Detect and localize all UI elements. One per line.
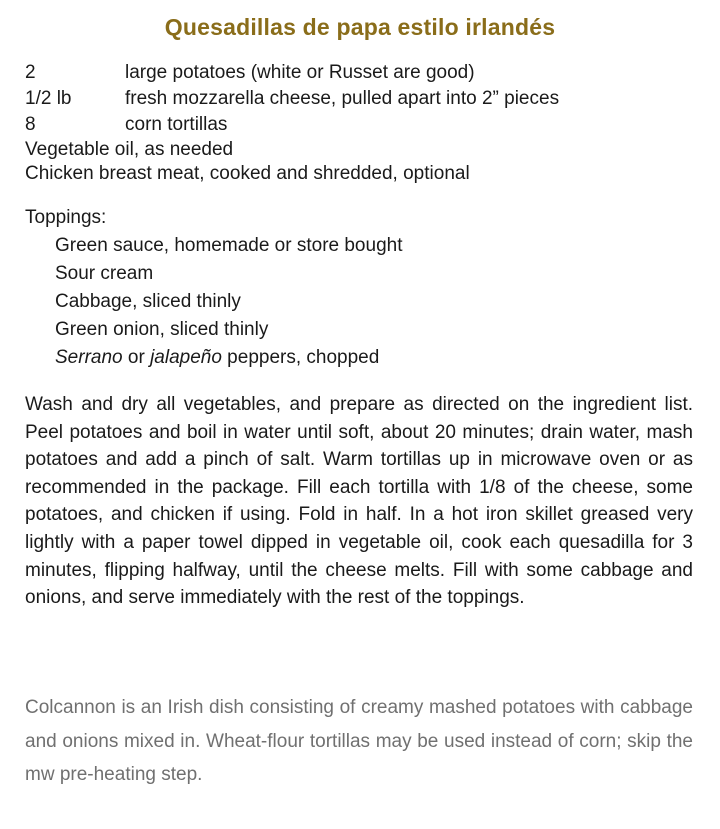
ingredient-qty: 1/2 lb bbox=[25, 88, 72, 109]
topping-item-peppers bbox=[55, 344, 705, 372]
ingredient-qty: 2 bbox=[25, 62, 36, 83]
ingredient-row bbox=[25, 60, 705, 86]
ingredient-item: corn tortillas bbox=[125, 114, 228, 135]
peppers-rest-text: peppers, chopped bbox=[221, 347, 380, 368]
ingredient-extra: Chicken breast meat, cooked and shredded, optional bbox=[25, 163, 470, 184]
toppings-section bbox=[25, 204, 705, 372]
ingredient-item: fresh mozzarella cheese, pulled apart into 2” pieces bbox=[125, 88, 560, 109]
ingredient-list bbox=[25, 60, 705, 186]
ingredient-extra: Vegetable oil, as needed bbox=[25, 139, 234, 160]
or-text: or bbox=[122, 347, 151, 368]
ingredient-qty: 8 bbox=[25, 114, 36, 135]
ingredient-item: large potatoes (white or Russet are good) bbox=[125, 62, 475, 83]
instructions-paragraph: Wash and dry all vegetables, and prepare as directed on the ingredient list. Peel potatoes and boil in water until soft, about 20 minutes; drain water, mash potatoes and add a pinch of salt. Warm tortillas up in microwave oven or as recommended in the package. Fill each tortilla with 1/8 of the cheese, some potatoes, and chicken if using. Fold in half. In a hot iron skillet greased very lightly with a paper towel dipped in vegetable oil, cook each quesadilla for 3 minutes, flipping halfway, until the cheese melts. Fill with some cabbage and onions, and serve immediately with the rest of the toppings. bbox=[25, 394, 693, 609]
serrano-text: Serrano bbox=[55, 347, 123, 368]
toppings-heading: Toppings: bbox=[25, 207, 107, 228]
jalapeno-text: jalapeño bbox=[150, 347, 222, 368]
recipe-title: Quesadillas de papa estilo irlandés bbox=[164, 14, 556, 40]
note-paragraph: Colcannon is an Irish dish consisting of creamy mashed potatoes with cabbage and onions mixed in. Wheat-flour tortillas may be used instead of corn; skip the mw pre-heating step. bbox=[25, 697, 693, 785]
topping-item: Cabbage, sliced thinly bbox=[55, 291, 241, 312]
topping-item: Sour cream bbox=[55, 263, 154, 284]
ingredient-row bbox=[25, 86, 705, 112]
ingredient-row bbox=[25, 112, 705, 138]
topping-item: Green onion, sliced thinly bbox=[55, 319, 269, 340]
topping-item: Green sauce, homemade or store bought bbox=[55, 235, 403, 256]
